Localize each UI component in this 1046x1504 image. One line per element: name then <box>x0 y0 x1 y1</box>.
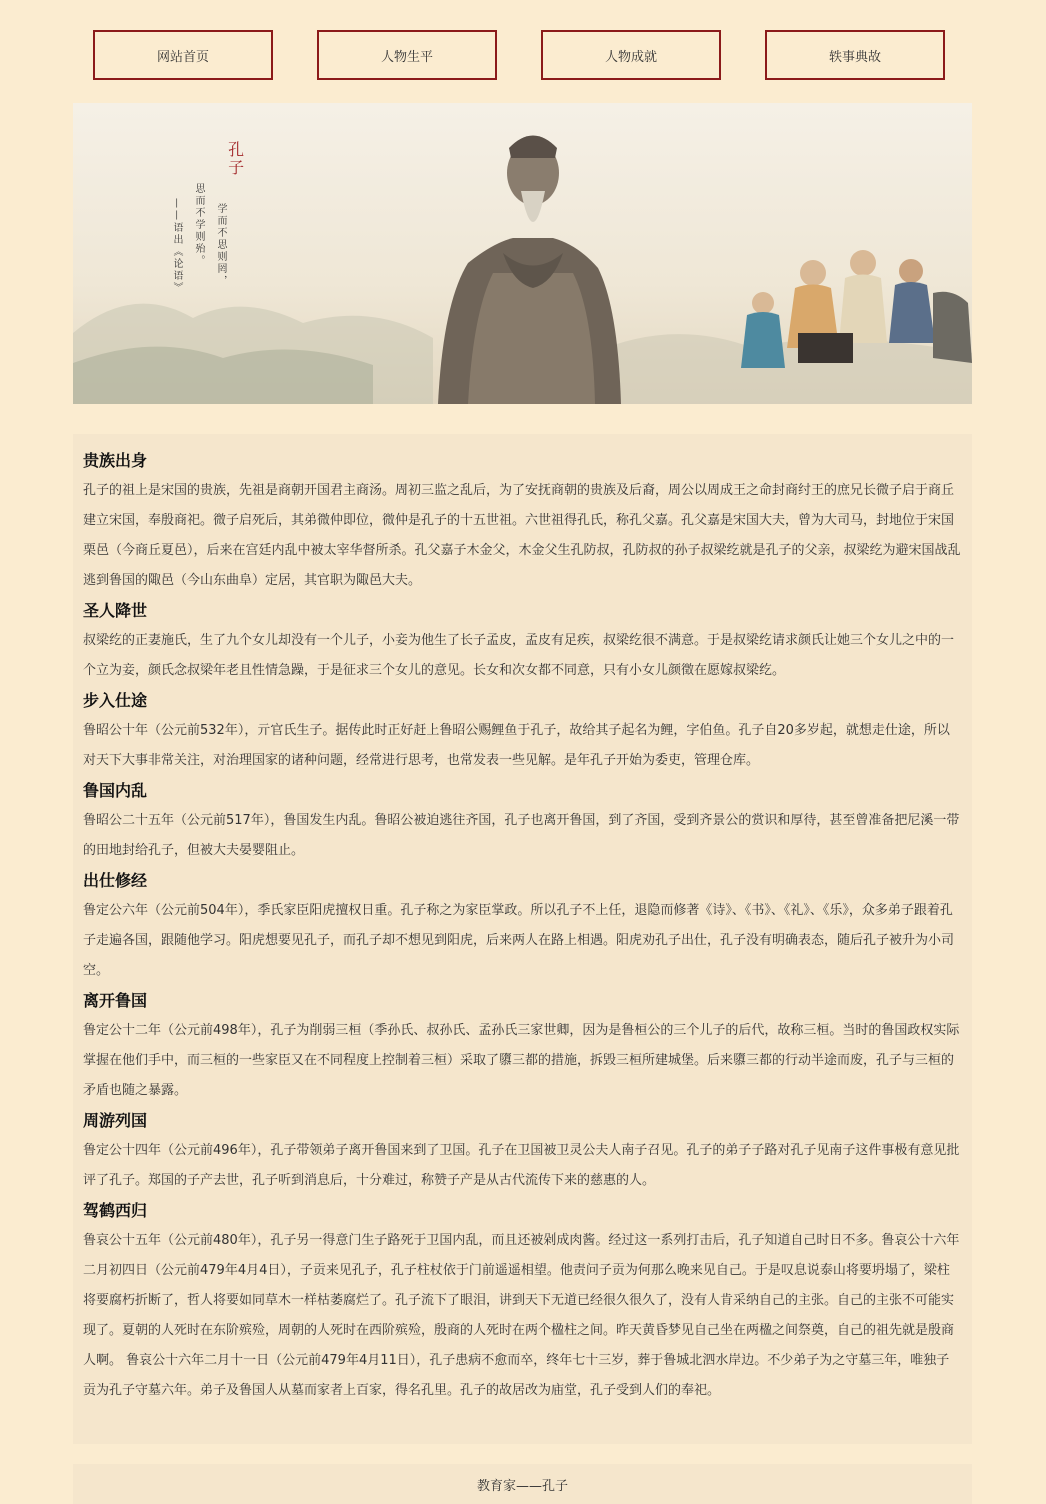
section-title: 圣人降世 <box>83 601 148 620</box>
top-navigation <box>0 0 1046 103</box>
section-text: 叔梁纥的正妻施氏，生了九个女儿却没有一个儿子，小妾为他生了长子孟皮，孟皮有足疾，叔梁纥很不满意。于是叔梁纥请求颜氏让她三个女儿之中的一个立为妾，颜氏念叔梁年老且性情急躁，于是征求三个女儿的意见。长女和次女都不同意，只有小女儿颜徵在愿嫁叔梁纥。 <box>83 633 955 678</box>
banner-name-text: 孔子 <box>225 141 245 177</box>
section-career-start <box>83 686 962 776</box>
section-text: 鲁昭公十年（公元前532年），亓官氏生子。据传此时正好赶上鲁昭公赐鲤鱼于孔子，故给其子起名为鲤，字伯鱼。孔子自20多岁起，就想走仕途，所以对天下大事非常关注，对治理国家的诸种问题，经常进行思考，也常发表一些见解。是年孔子开始为委吏，管理仓库。 <box>83 723 950 768</box>
section-death <box>83 1196 962 1406</box>
statue-figure <box>438 136 621 405</box>
nav-achievements-button[interactable]: 人物成就 <box>541 30 721 80</box>
section-text: 鲁哀公十五年（公元前480年），孔子另一得意门生子路死于卫国内乱，而且还被剁成肉酱。经过这一系列打击后，孔子知道自己时日不多。鲁哀公十六年二月初四日（公元前479年4月4日），子贡来见孔子，孔子柱杖依于门前遥遥相望。他责问子贡为何那么晚来见自己。于是叹息说泰山将要坍塌了，梁柱将要腐朽折断了，哲人将要如同草木一样枯萎腐烂了。孔子流下了眼泪，讲到天下无道已经很久很久了，没有人肯采纳自己的主张。自己的主张不可能实现了。夏朝的人死时在东阶殡殓，周朝的人死时在西阶殡殓，殷商的人死时在两个楹柱之间。昨天黄昏梦见自己坐在两楹之间祭奠，自己的祖先就是殷商人啊。 鲁哀公十六年二月十一日（公元前479年4月11日），孔子患病不愈而卒，终年七十三岁，葬于鲁城北泗水岸边。不少弟子为之守墓三年，唯独子贡为孔子守墓六年。弟子及鲁国人从墓而家者上百家，得名孔里。孔子的故居改为庙堂，孔子受到人们的奉祀。 <box>83 1233 960 1398</box>
section-text: 鲁定公十二年（公元前498年），孔子为削弱三桓（季孙氏、叔孙氏、孟孙氏三家世卿，因为是鲁桓公的三个儿子的后代，故称三桓。当时的鲁国政权实际掌握在他们手中，而三桓的一些家臣又在不同程度上控制着三桓）采取了隳三都的措施，拆毁三桓所建城堡。后来隳三都的行动半途而废，孔子与三桓的矛盾也随之暴露。 <box>83 1023 960 1098</box>
hero-banner <box>73 103 972 404</box>
banner-quote-line2: 思而不学则殆。 <box>193 183 204 267</box>
footer-text: 教育家——孔子 <box>476 1478 568 1494</box>
section-travels <box>83 1106 962 1196</box>
section-title: 周游列国 <box>83 1111 148 1130</box>
section-title: 出仕修经 <box>83 871 148 890</box>
section-title: 贵族出身 <box>83 451 148 470</box>
nav-anecdotes-button[interactable]: 轶事典故 <box>765 30 945 80</box>
biography-content <box>73 434 972 1444</box>
banner-quote-source: ——语出《论语》 <box>171 198 182 294</box>
section-text: 鲁定公十四年（公元前496年），孔子带领弟子离开鲁国来到了卫国。孔子在卫国被卫灵公夫人南子召见。孔子的弟子子路对孔子见南子这件事极有意见批评了孔子。郑国的子产去世，孔子听到消息后，十分难过，称赞子产是从古代流传下来的慈惠的人。 <box>83 1143 960 1188</box>
section-civil-unrest <box>83 776 962 866</box>
section-text: 鲁定公六年（公元前504年），季氏家臣阳虎擅权日重。孔子称之为家臣掌政。所以孔子不上任，退隐而修著《诗》、《书》、《礼》、《乐》，众多弟子跟着孔子走遍各国，跟随他学习。阳虎想要见孔子，而孔子却不想见到阳虎，后来两人在路上相遇。阳虎劝孔子出仕，孔子没有明确表态，随后孔子被升为小司空。 <box>83 903 955 978</box>
section-text: 鲁昭公二十五年（公元前517年），鲁国发生内乱。鲁昭公被迫逃往齐国，孔子也离开鲁国，到了齐国，受到齐景公的赏识和厚待，甚至曾准备把尼溪一带的田地封给孔子，但被大夫晏婴阻止。 <box>83 813 960 858</box>
section-title: 步入仕途 <box>83 691 148 710</box>
banner-quote-line1: 学而不思则罔， <box>215 203 226 287</box>
nav-home-button[interactable]: 网站首页 <box>93 30 273 80</box>
section-text: 孔子的祖上是宋国的贵族，先祖是商朝开国君主商汤。周初三监之乱后，为了安抚商朝的贵族及后裔，周公以周成王之命封商纣王的庶兄长微子启于商丘建立宋国，奉殷商祀。微子启死后，其弟微仲即位，微仲是孔子的十五世祖。六世祖得孔氏，称孔父嘉。孔父嘉是宋国大夫，曾为大司马，封地位于宋国栗邑（今商丘夏邑），后来在宫廷内乱中被太宰华督所杀。孔父嘉子木金父，木金父生孔防叔，孔防叔的孙子叔梁纥就是孔子的父亲，叔梁纥为避宋国战乱逃到鲁国的陬邑（今山东曲阜）定居，其官职为陬邑大夫。 <box>83 483 961 588</box>
section-title: 驾鹤西归 <box>83 1201 148 1220</box>
page-footer <box>73 1464 972 1504</box>
section-title: 鲁国内乱 <box>83 781 148 800</box>
section-leaving-lu <box>83 986 962 1106</box>
section-birth <box>83 596 962 686</box>
banner-illustration <box>73 103 972 404</box>
section-title: 离开鲁国 <box>83 991 148 1010</box>
section-office-classics <box>83 866 962 986</box>
nav-biography-button[interactable]: 人物生平 <box>317 30 497 80</box>
section-noble-origin <box>83 446 962 596</box>
